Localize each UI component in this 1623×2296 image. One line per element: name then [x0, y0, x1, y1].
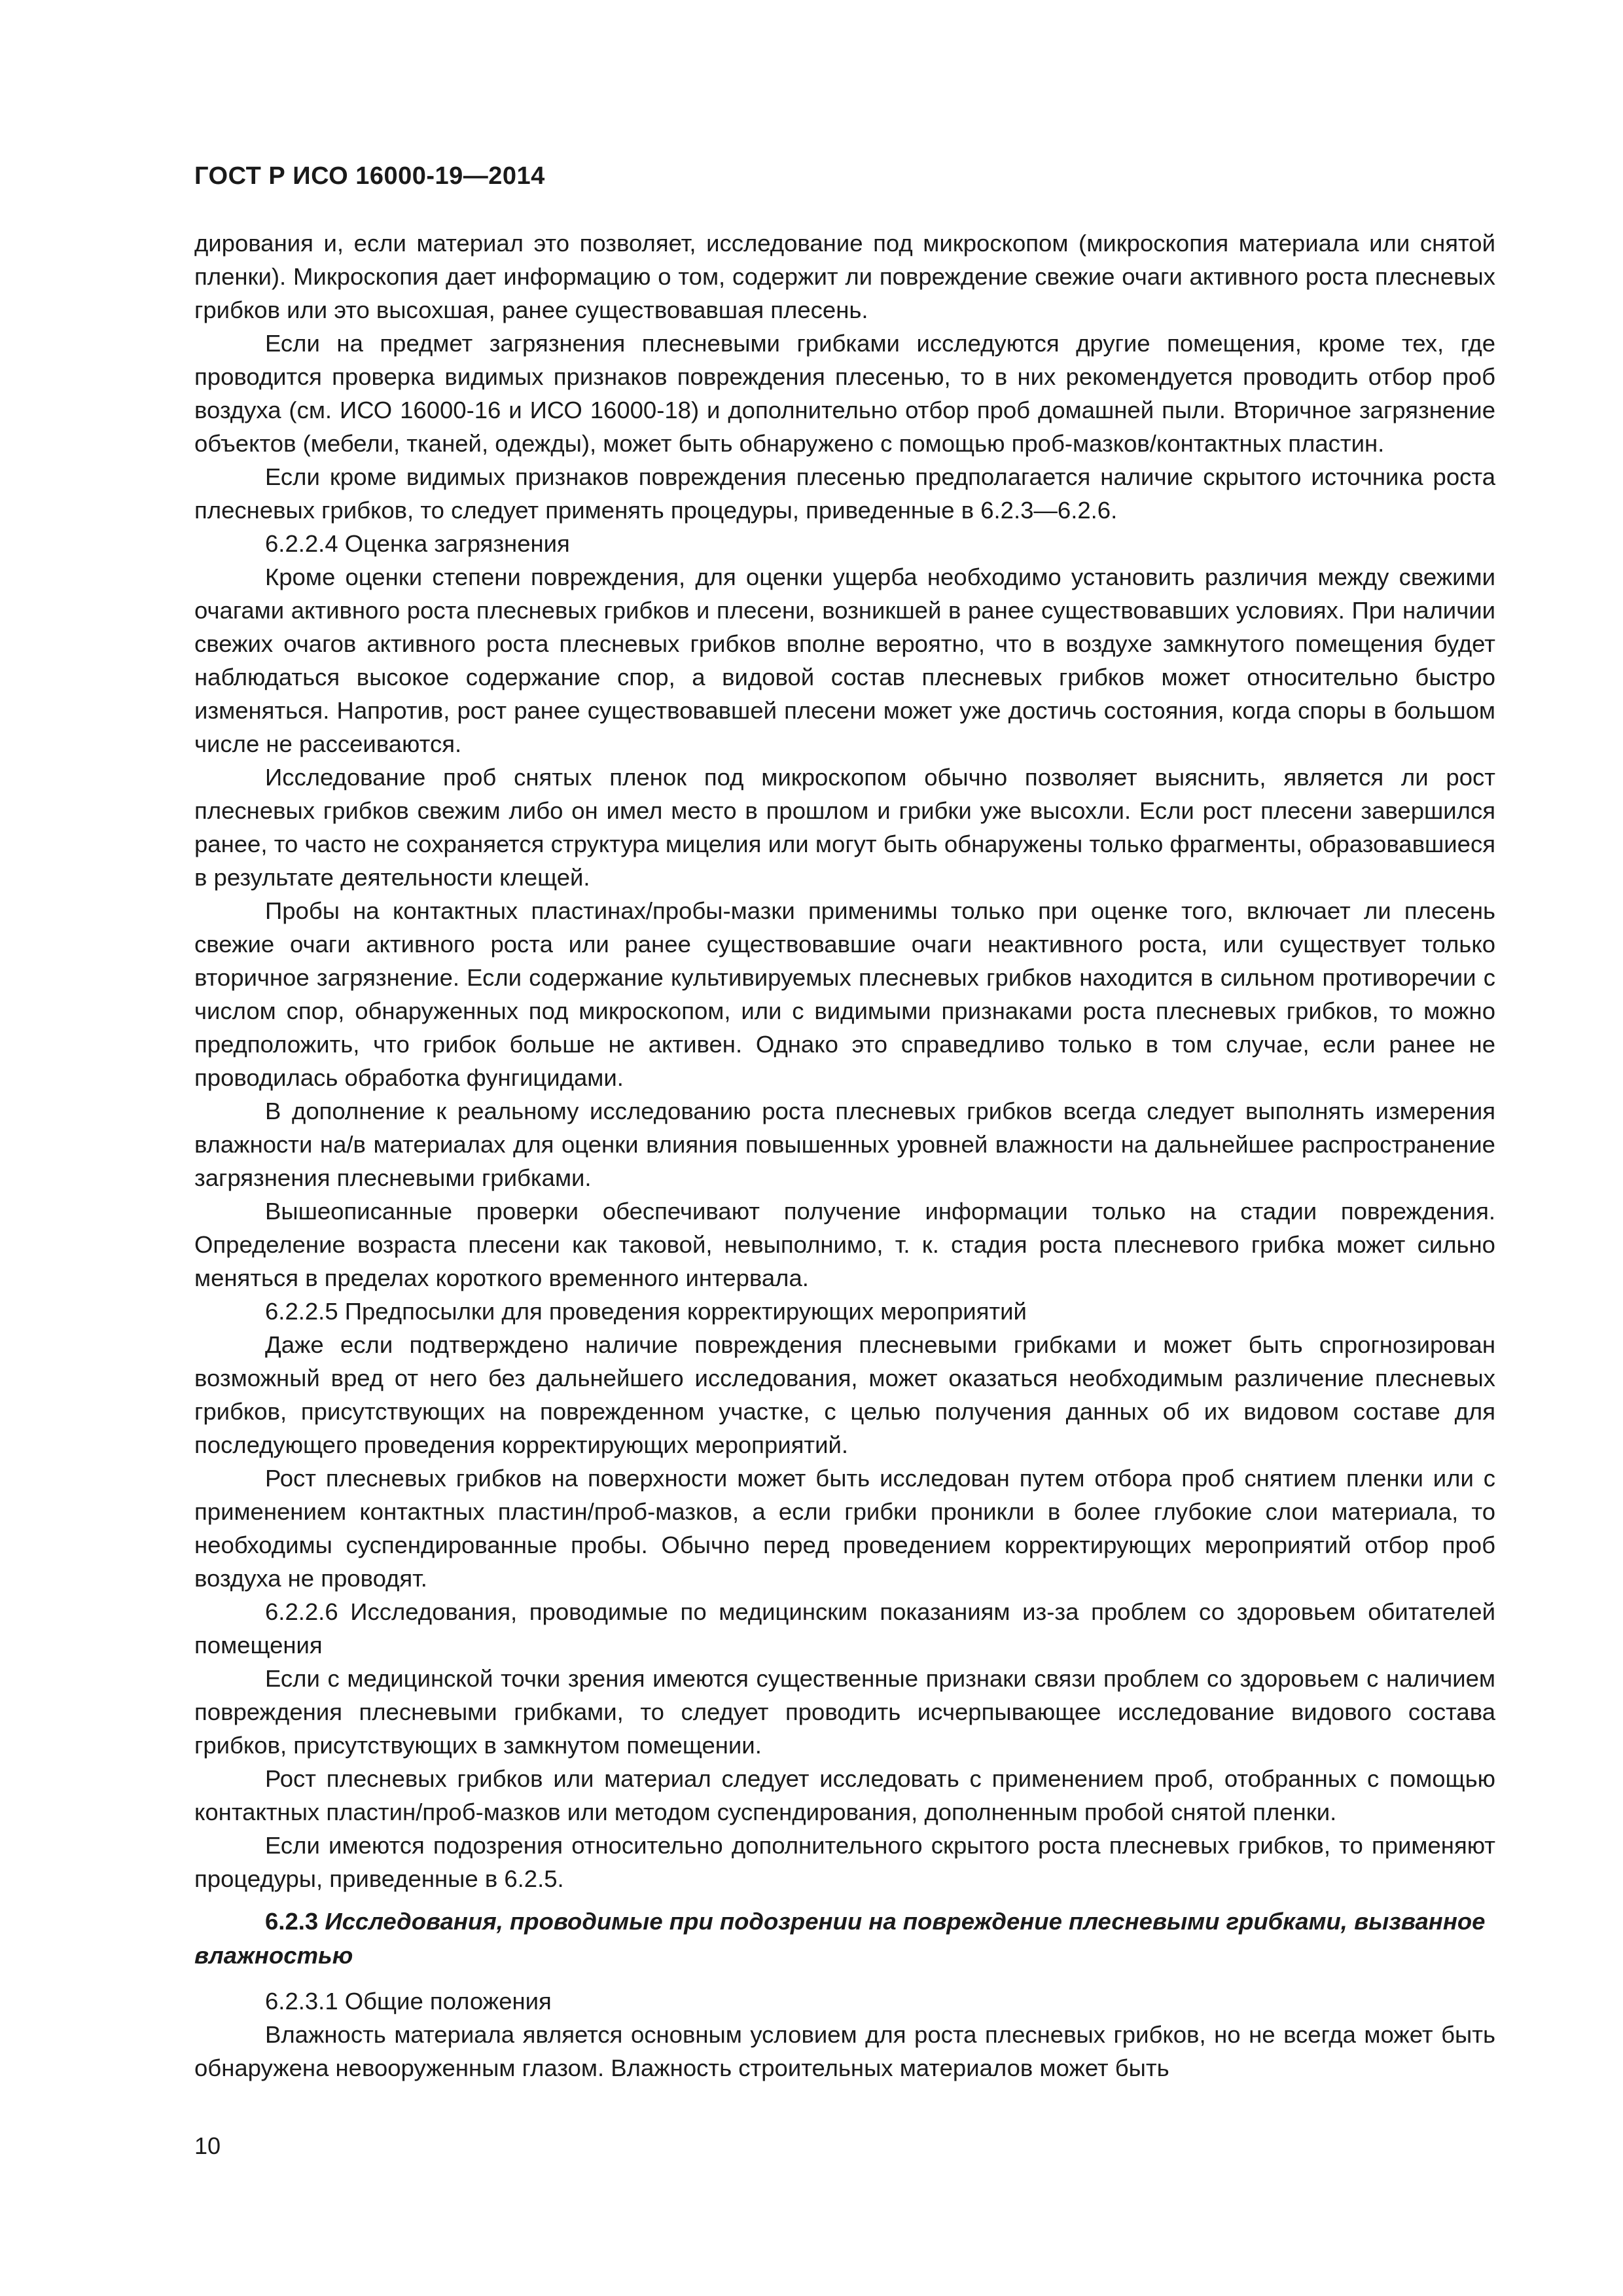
paragraph: Кроме оценки степени повреждения, для оценки ущерба необходимо установить различия между свежими очагами активного роста плесневых грибков и плесени, возникшей в ранее существовавших условиях. При наличии свежих очагов активного роста плесневых грибков вполне вероятно, что в воздухе замкнутого помещения будет наблюдаться высокое содержание спор, а видовой состав плесневых грибков может относительно быстро изменяться. Напротив, рост ранее существовавшей плесени может уже достичь состояния, когда споры в большом числе не рассеиваются.: [194, 564, 1495, 757]
section-heading: [194, 1905, 1495, 1973]
paragraph: Даже если подтверждено наличие повреждения плесневыми грибками и может быть спрогнозирован возможный вред от него без дальнейшего исследования, может оказаться необходимым различение плесневых грибков, присутствующих на поврежденном участке, с целью получения данных об их видовом составе для последующего проведения корректирующих мероприятий.: [194, 1331, 1495, 1458]
subsection-heading: 6.2.3.1 Общие положения: [265, 1988, 552, 2015]
paragraph: Если на предмет загрязнения плесневыми грибками исследуются другие помещения, кроме тех, где проводится проверка видимых признаков повреждения плесенью, то в них рекомендуется проводить отбор проб воздуха (см. ИСО 16000-16 и ИСО 16000-18) и дополнительно отбор проб домашней пыли. Вторичное загрязнение объектов (мебели, тканей, одежды), может быть обнаружено с помощью проб-мазков/контактных пластин.: [194, 330, 1495, 457]
paragraph: Если с медицинской точки зрения имеются существенные признаки связи проблем со здоровьем с наличием повреждения плесневыми грибками, то следует проводить исчерпывающее исследование видового состава грибков, присутствующих в замкнутом помещении.: [194, 1665, 1495, 1759]
subsection-heading: 6.2.2.6 Исследования, проводимые по медицинским показаниям из-за проблем со здоровьем обитателей помещения: [194, 1598, 1495, 1659]
paragraph: Рост плесневых грибков на поверхности может быть исследован путем отбора проб снятием пленки или с применением контактных пластин/проб-мазков, а если грибки проникли в более глубокие слои материала, то необходимы суспендированные пробы. Обычно перед проведением корректирующих мероприятий отбор проб воздуха не проводят.: [194, 1465, 1495, 1592]
paragraph: Вышеописанные проверки обеспечивают получение информации только на стадии повреждения. Определение возраста плесени как таковой, невыполнимо, т. к. стадия роста плесневого грибка может сильно меняться в пределах короткого временного интервала.: [194, 1198, 1495, 1291]
paragraph: Рост плесневых грибков или материал следует исследовать с применением проб, отобранных с помощью контактных пластин/проб-мазков или методом суспендирования, дополненным пробой снятой пленки.: [194, 1765, 1495, 1825]
paragraph: В дополнение к реальному исследованию роста плесневых грибков всегда следует выполнять измерения влажности на/в материалах для оценки влияния повышенных уровней влажности на дальнейшее распространение загрязнения плесневыми грибками.: [194, 1098, 1495, 1191]
paragraph: Если кроме видимых признаков повреждения плесенью предполагается наличие скрытого источника роста плесневых грибков, то следует применять процедуры, приведенные в 6.2.3—6.2.6.: [194, 463, 1495, 524]
page-number: 10: [194, 2132, 221, 2159]
subsection-heading: 6.2.2.5 Предпосылки для проведения корректирующих мероприятий: [265, 1298, 1027, 1325]
paragraph: Пробы на контактных пластинах/пробы-мазки применимы только при оценке того, включает ли плесень свежие очаги активного роста или ранее существовавшие очаги неактивного роста, или существует только вторичное загрязнение. Если содержание культивируемых плесневых грибков находится в сильном противоречии с числом спор, обнаруженных под микроскопом, или с видимыми признаками роста плесневых грибков, то можно предположить, что грибок больше не активен. Однако это справедливо только в том случае, если ранее не проводилась обработка фунгицидами.: [194, 897, 1495, 1091]
paragraph: Исследование проб снятых пленок под микроскопом обычно позволяет выяснить, является ли рост плесневых грибков свежим либо он имел место в прошлом и грибки уже высохли. Если рост плесени завершился ранее, то часто не сохраняется структура мицелия или могут быть обнаружены только фрагменты, образовавшиеся в результате деятельности клещей.: [194, 764, 1495, 891]
document-body: [194, 226, 1495, 2085]
document-header: ГОСТ Р ИСО 16000-19—2014: [194, 162, 545, 190]
paragraph: дирования и, если материал это позволяет, исследование под микроскопом (микроскопия материала или снятой пленки). Микроскопия дает информацию о том, содержит ли повреждение свежие очаги активного роста плесневых грибков или это высохшая, ранее существовавшая плесень.: [194, 230, 1495, 323]
paragraph: Если имеются подозрения относительно дополнительного скрытого роста плесневых грибков, то применяют процедуры, приведенные в 6.2.5.: [194, 1832, 1495, 1892]
section-title: Исследования, проводимые при подозрении на повреждение плесневыми грибками, вызванное влажностью: [194, 1908, 1486, 1969]
subsection-heading: 6.2.2.4 Оценка загрязнения: [265, 530, 570, 557]
paragraph: Влажность материала является основным условием для роста плесневых грибков, но не всегда может быть обнаружена невооруженным глазом. Влажность строительных материалов может быть: [194, 2021, 1495, 2081]
section-number: 6.2.3: [265, 1908, 319, 1935]
